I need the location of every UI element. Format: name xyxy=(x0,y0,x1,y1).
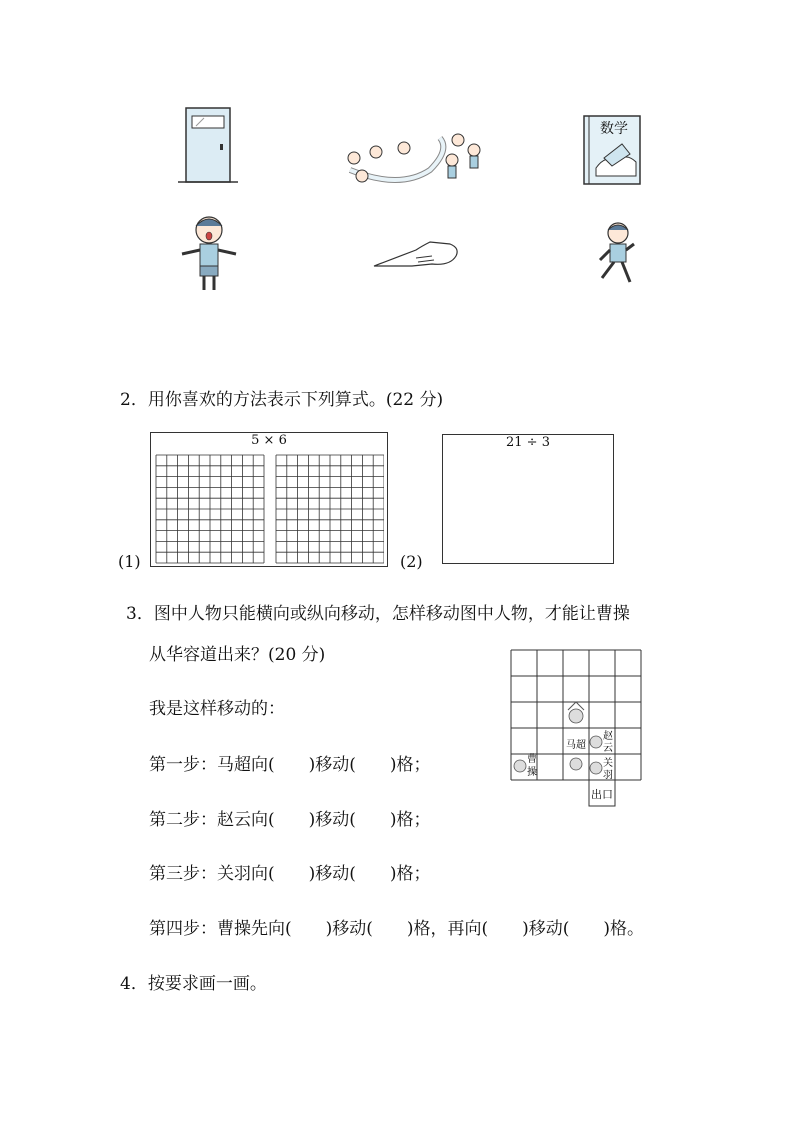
question-4-title: 4．按要求画一画。 xyxy=(120,974,267,994)
door-icon xyxy=(178,106,238,184)
question-2-part-2-label: (2) xyxy=(400,552,423,571)
guanyu-label-2: 羽 xyxy=(603,770,613,781)
part-1-answer-box[interactable] xyxy=(150,432,388,567)
zhaoyun-figure-icon xyxy=(590,736,602,748)
caocao-label-1: 曹 xyxy=(527,754,537,765)
grid-paper-left[interactable] xyxy=(156,455,264,563)
guanyu-label-1: 关 xyxy=(603,758,613,769)
question-3-title-line-2: 从华容道出来？(20 分) xyxy=(149,645,326,665)
caocao-label-2: 操 xyxy=(527,767,537,778)
step-2[interactable]: 第二步：赵云向( )移动( )格； xyxy=(149,810,431,830)
zhaoyun-label-1: 赵 xyxy=(603,731,613,742)
question-2-title: 2．用你喜欢的方法表示下列算式。(22 分) xyxy=(120,390,444,410)
zhaoyun-label-2: 云 xyxy=(603,743,613,754)
step-3[interactable]: 第三步：关羽向( )移动( )格； xyxy=(149,864,431,884)
part-2-expression: 21 ÷ 3 xyxy=(506,435,550,450)
part-1-grid-paper[interactable] xyxy=(154,453,384,565)
caocao-piece[interactable] xyxy=(514,752,537,778)
guanyu-figure-icon xyxy=(570,758,582,770)
exit-label: 出口 xyxy=(591,788,613,801)
boy-running-icon xyxy=(594,220,640,288)
boy-arms-out-picture xyxy=(178,212,240,294)
question-2-part-1-label: (1) xyxy=(118,552,141,571)
huarong-dao-grid xyxy=(510,648,646,810)
step-4[interactable]: 第四步：曹操先向( )移动( )格，再向( )移动( )格。 xyxy=(149,919,645,939)
guanyu-piece[interactable] xyxy=(570,757,613,781)
part-2-answer-box[interactable] xyxy=(442,434,614,564)
step-1[interactable]: 第一步：马超向( )移动( )格； xyxy=(149,755,431,775)
children-slide-picture xyxy=(340,130,488,192)
machao-figure-icon xyxy=(569,709,583,723)
slide-icon xyxy=(340,130,488,192)
math-book-picture xyxy=(582,114,644,186)
book-title: 数学 xyxy=(600,121,628,137)
caocao-figure-icon xyxy=(514,760,526,772)
question-3-title-line-1: 3．图中人物只能横向或纵向移动，怎样移动图中人物，才能让曹操 xyxy=(126,604,630,624)
grid-paper-right[interactable] xyxy=(276,455,384,563)
part-1-expression: 5 × 6 xyxy=(251,433,287,448)
boy-standing-icon xyxy=(178,212,240,294)
door-picture xyxy=(178,106,238,184)
boy-running-picture xyxy=(594,220,640,288)
machao-label: 马超 xyxy=(566,740,586,751)
question-3-intro: 我是这样移动的： xyxy=(149,699,285,719)
machao-piece[interactable] xyxy=(566,702,586,751)
guanyu-horse-icon xyxy=(590,762,602,774)
hand-pointing-picture xyxy=(372,236,462,272)
zhaoyun-piece[interactable] xyxy=(590,729,613,754)
pointing-hand-icon xyxy=(372,236,462,272)
